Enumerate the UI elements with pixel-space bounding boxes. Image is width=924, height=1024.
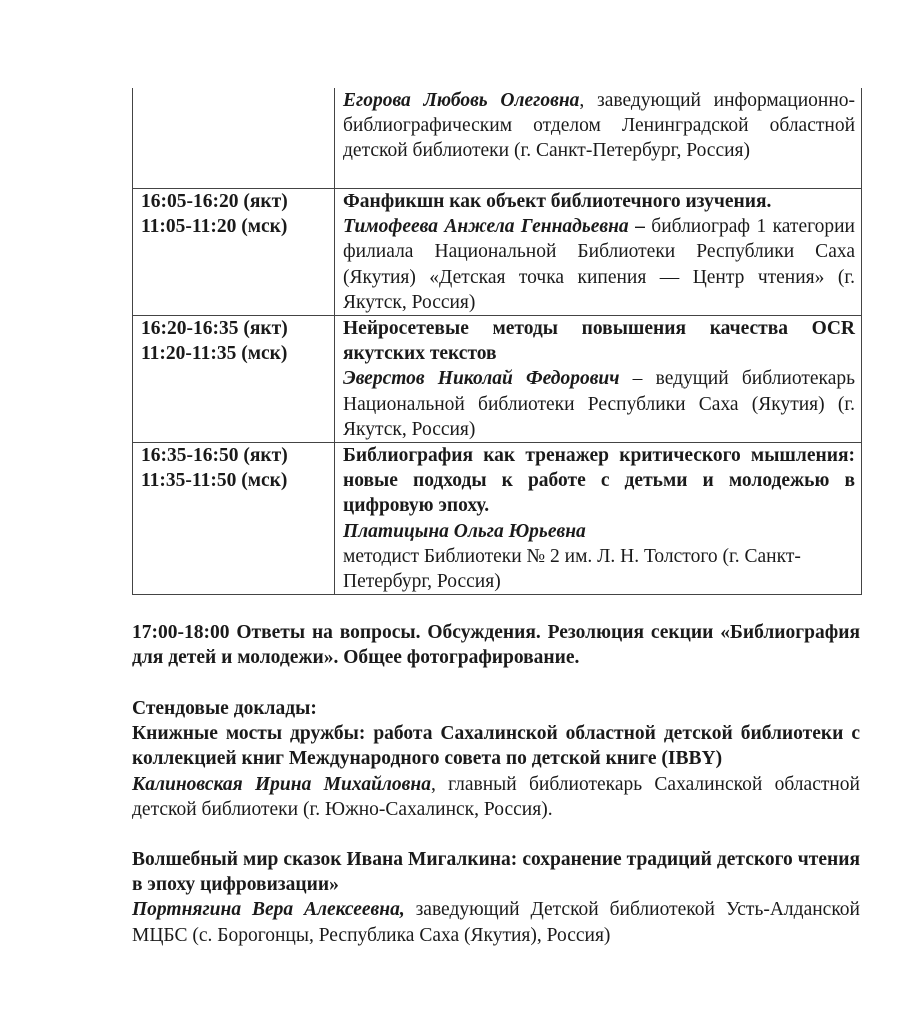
talk-title: Фанфикшн как объект библиотечного изучения. [343,191,772,212]
time-cell [133,316,335,443]
poster-heading: Стендовые доклады: [132,698,317,719]
poster-author [132,897,860,947]
talk-title: Нейросетевые методы повышения качества OCR якутских текстов [343,318,855,365]
time-cell [133,189,335,316]
time-ykt: 16:20-16:35 (якт) [141,318,288,340]
closing-text: 17:00-18:00 Ответы на вопросы. Обсуждения. Резолюция секции «Библиография для детей и молодежи». Общее фотографирование. [132,622,860,669]
talk-cell [335,189,862,316]
program-row [133,88,862,189]
speaker-role: – ведущий библиотекарь Национальной библиотеки Республики Саха (Якутия) (г. Якутск, Россия) [343,368,855,440]
time-cell [133,443,335,595]
talk-cell [335,88,862,189]
speaker-role: библиограф 1 категории филиала Национальной Библиотеки Республики Саха (Якутия) «Детская точка кипения — Центр чтения» (г. Якутск, Россия) [343,216,855,313]
poster-author [132,772,860,822]
poster-title: Волшебный мир сказок Ивана Мигалкина: сохранение традиций детского чтения в эпоху цифровизации» [132,849,860,896]
speaker-role: заведующий информационно-библиографическим отделом Ленинградской областной детской библиотеки (г. Санкт-Петербург, Россия) [343,90,855,162]
program-row [133,189,862,316]
time-msk: 11:20-11:35 (мск) [141,343,288,365]
program-table [132,88,862,595]
program-row [133,316,862,443]
time-ykt: 16:35-16:50 (якт) [141,445,288,467]
speaker-suffix: – [628,216,645,238]
spacer [132,822,860,847]
speaker-name: Портнягина Вера Алексеевна, [132,899,405,921]
poster-section [132,696,860,948]
talk-title: Библиография как тренажер критического мышления: новые подходы к работе с детьми и молодежью в цифровую эпоху. [343,445,855,517]
closing-section [132,620,860,670]
time-cell [133,88,335,189]
program-row [133,443,862,595]
speaker-name: Эверстов Николай Федорович [343,368,620,390]
speaker-name: Егорова Любовь Олеговна [343,90,580,111]
speaker-name: Калиновская Ирина Михайловна [132,773,431,795]
talk-cell [335,443,862,595]
time-msk: 11:05-11:20 (мск) [141,216,288,238]
poster-title: Книжные мосты дружбы: работа Сахалинской областной детской библиотеки с коллекцией книг Международного совета по детской книге (IBBY) [132,723,860,770]
speaker-role: методист Библиотеки № 2 им. Л. Н. Толстого (г. Санкт-Петербург, Россия) [343,545,801,593]
speaker-suffix: , [579,90,585,111]
speaker-name: Тимофеева Анжела Геннадьевна [343,216,629,238]
time-ykt: 16:05-16:20 (якт) [141,191,288,212]
speaker-role: , главный библиотекарь Сахалинской областной детской библиотеки (г. Южно-Сахалинск, Россия). [132,773,860,820]
talk-cell [335,316,862,443]
time-msk: 11:35-11:50 (мск) [141,470,288,492]
speaker-role: заведующий Детской библиотекой Усть-Алданской МЦБС (с. Борогонцы, Республика Саха (Якутия), Россия) [132,899,860,946]
speaker-name: Платицына Ольга Юрьевна [343,520,586,542]
